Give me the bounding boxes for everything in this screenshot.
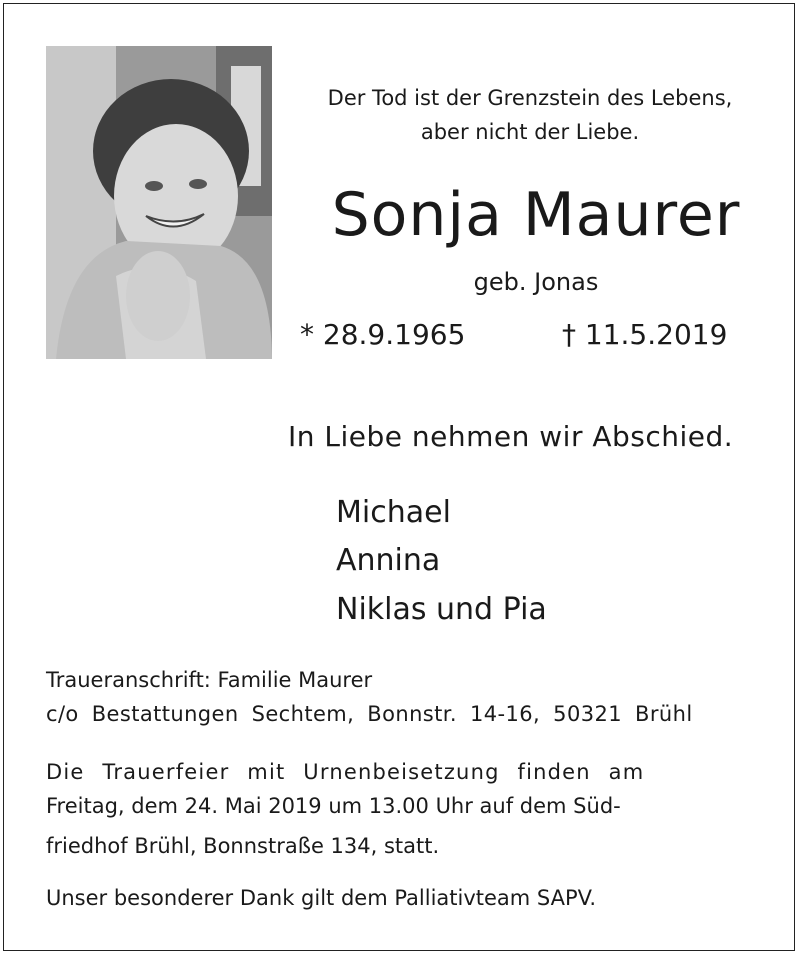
address-line-2: c/o Bestattungen Sechtem, Bonnstr. 14-16, 50321 Brühl [46,702,693,726]
ceremony-line-3: friedhof Brühl, Bonnstraße 134, statt. [46,834,440,858]
mourner-1: Michael [336,495,451,530]
quote-line-2: aber nicht der Liebe. [420,120,640,144]
thanks-line: Unser besonderer Dank gilt dem Palliativteam SAPV. [46,886,597,910]
mourner-2: Annina [336,543,441,578]
quote-line-1: Der Tod ist der Grenzstein des Lebens, [327,86,733,110]
portrait-photo [46,46,272,359]
death-date: † 11.5.2019 [562,318,728,351]
deceased-name: Sonja Maurer [331,180,741,250]
birth-name: geb. Jonas [473,268,599,296]
address-line-1: Traueranschrift: Familie Maurer [46,668,373,692]
ceremony-line-2: Freitag, dem 24. Mai 2019 um 13.00 Uhr auf dem Süd- [46,794,621,818]
portrait-image [46,46,272,359]
ceremony-line-1: Die Trauerfeier mit Urnenbeisetzung finden am [46,760,645,784]
mourner-3: Niklas und Pia [336,592,547,627]
farewell-line: In Liebe nehmen wir Abschied. [288,420,734,453]
birth-date: * 28.9.1965 [300,318,466,351]
